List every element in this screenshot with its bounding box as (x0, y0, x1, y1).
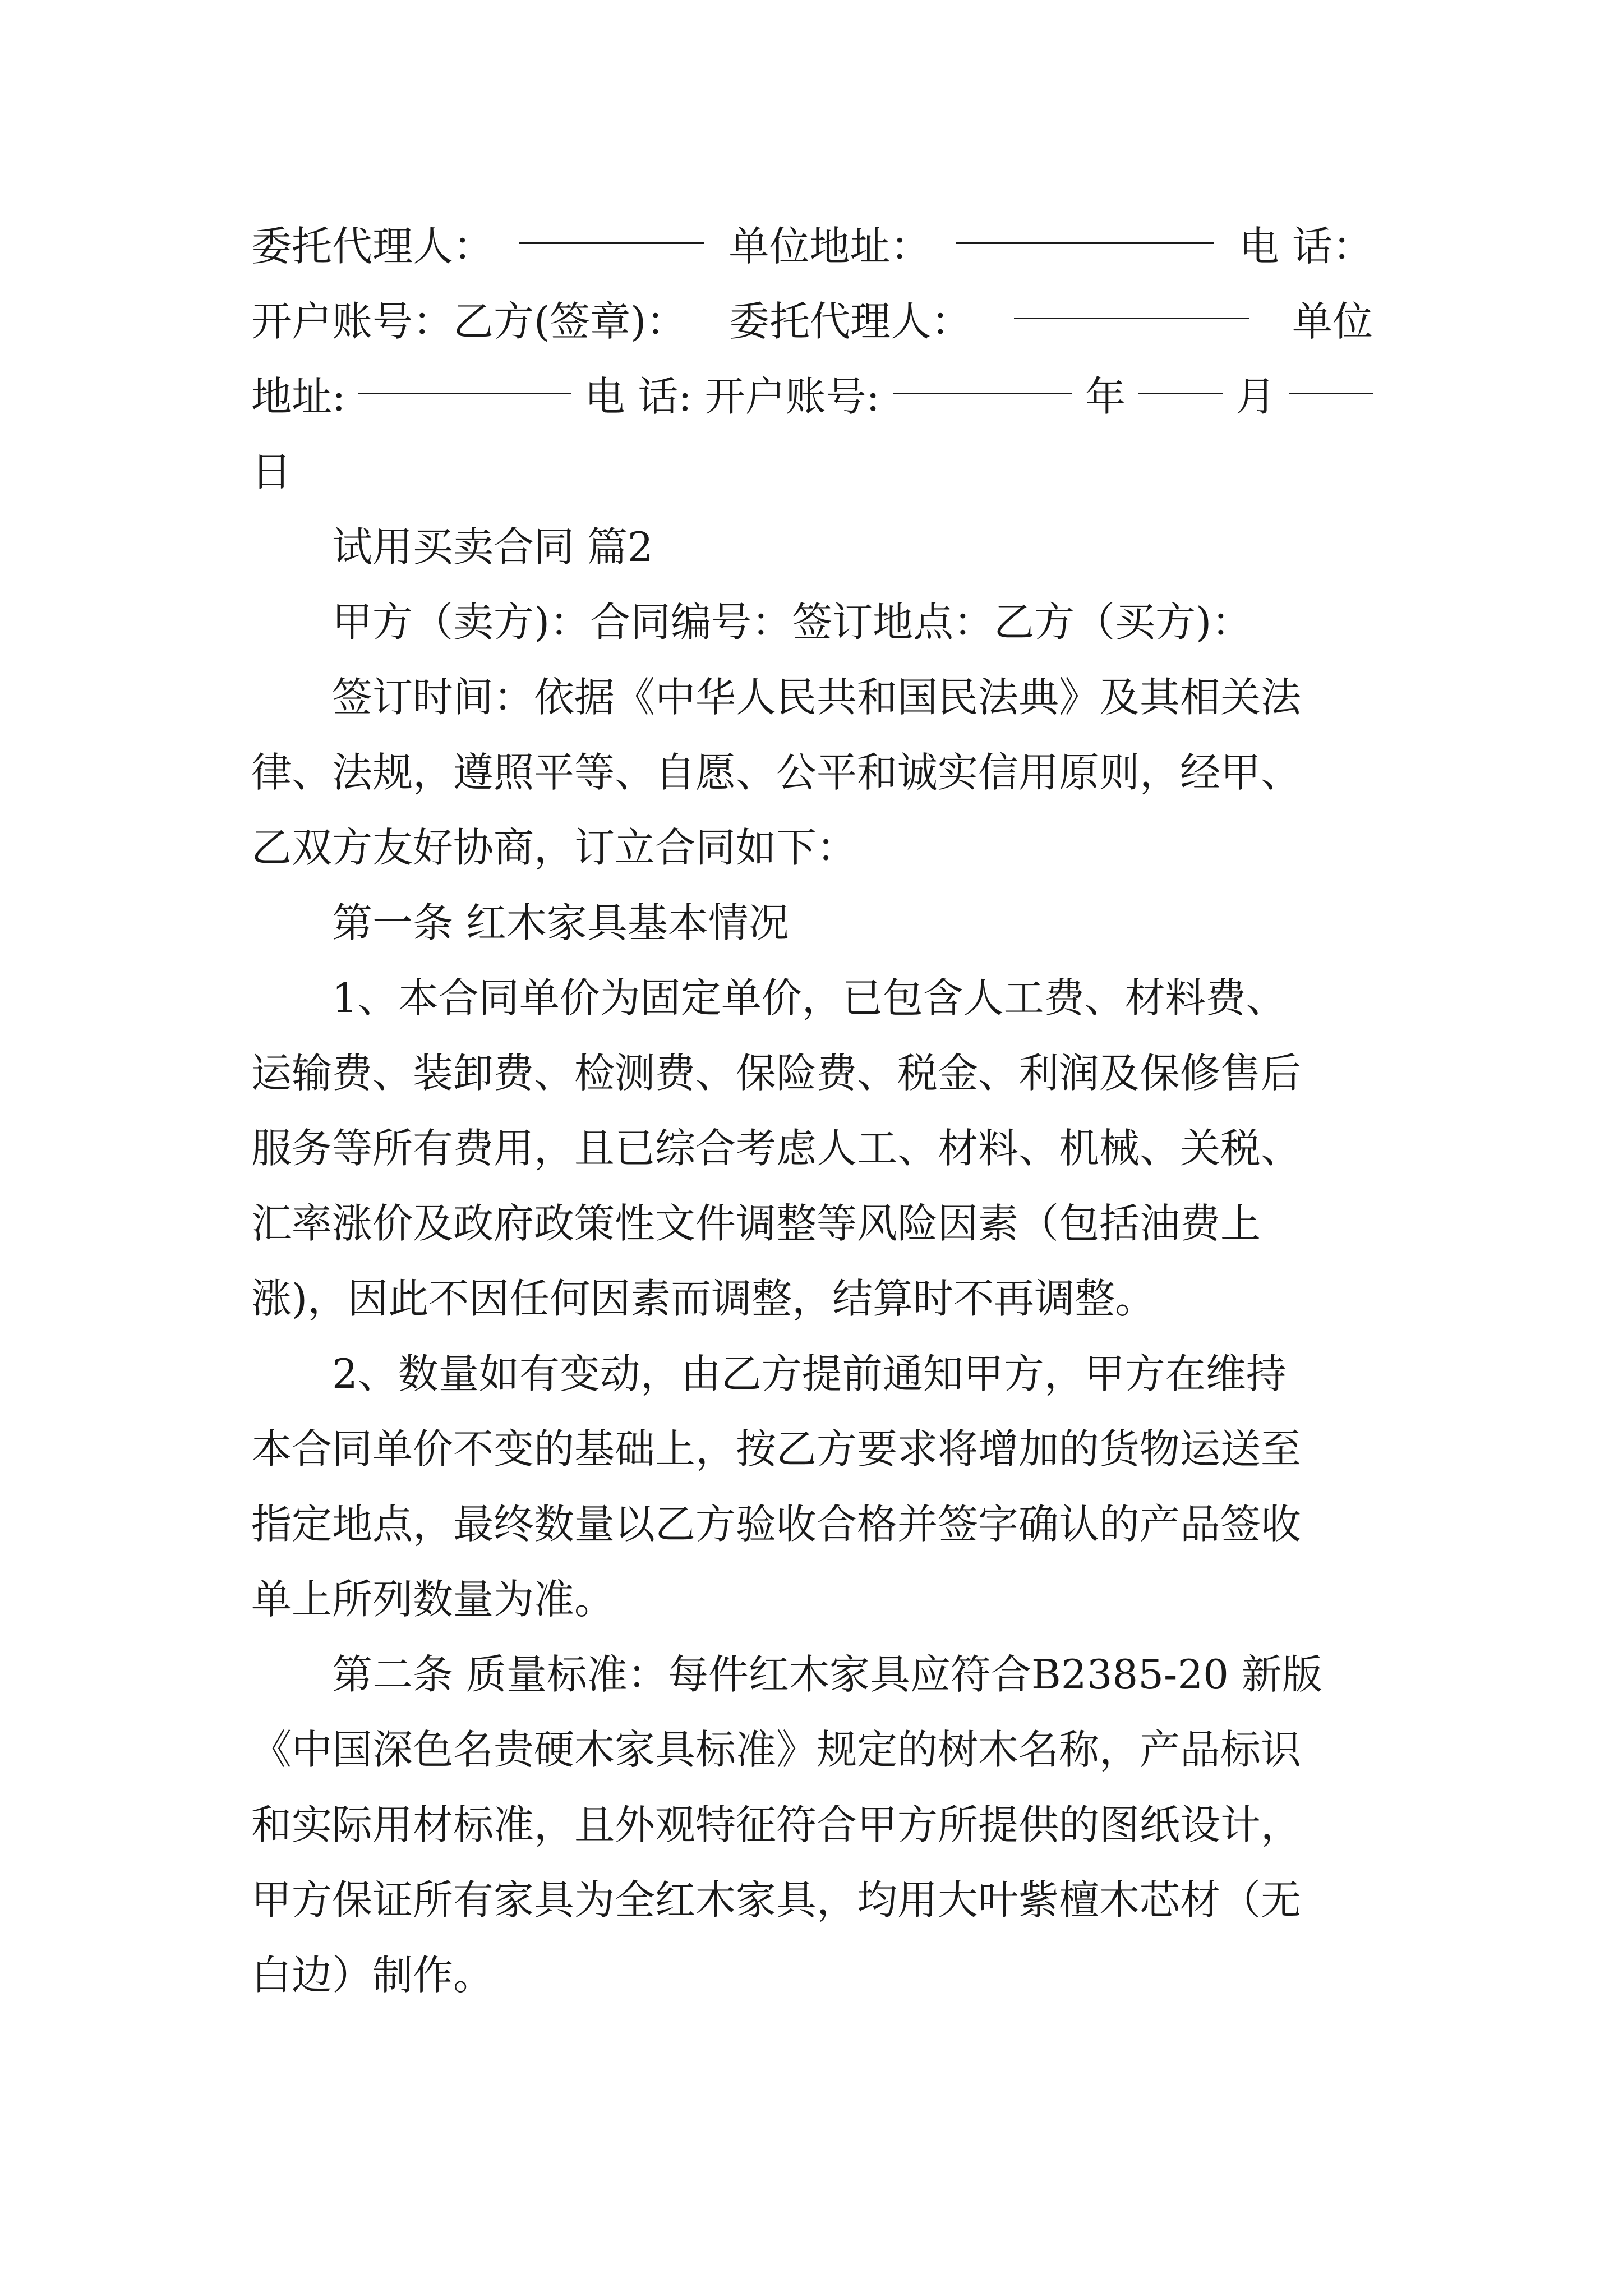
agent-blank (519, 209, 704, 244)
paragraph-line: 指定地点，最终数量以乙方验收合格并签字确认的产品签收 (251, 1501, 1302, 1548)
paragraph-line: 2、数量如有变动，由乙方提前通知甲方，甲方在维持 (332, 1350, 1287, 1397)
signature-line-1 (251, 209, 1373, 284)
address-blank (956, 209, 1214, 244)
account-label-b: 开户账号: (704, 373, 880, 420)
agent-label-b: 委托代理人： (729, 298, 972, 345)
paragraph-line: 本合同单价不变的基础上，按乙方要求将增加的货物运送至 (251, 1425, 1302, 1473)
paragraph-line: 《中国深色名贵硬木家具标准》规定的树木名称，产品标识 (251, 1726, 1302, 1773)
account-seal-label: 开户账号：乙方(签章)： (251, 298, 687, 345)
article-heading: 第二条 质量标准：每件红木家具应符合B2385-20 新版 (332, 1651, 1322, 1698)
parties-line: 甲方（卖方)：合同编号：签订地点：乙方（买方)： (332, 599, 1252, 646)
address-label: 单位地址： (728, 223, 931, 270)
agent-label: 委托代理人： (251, 223, 494, 270)
day-blank (1289, 359, 1373, 394)
paragraph-line: 单上所列数量为准。 (251, 1576, 615, 1623)
phone-label: 电 话： (1239, 223, 1373, 270)
paragraph-line: 1、本合同单价为固定单价，已包含人工费、材料费、 (332, 974, 1287, 1022)
paragraph-line: 涨)，因此不因任何因素而调整，结算时不再调整。 (251, 1275, 1156, 1322)
unit-label-b: 单位 (1292, 298, 1373, 345)
paragraph-line: 乙双方友好协商，订立合同如下： (251, 824, 857, 871)
signature-line-3 (251, 359, 1373, 434)
paragraph-line: 运输费、装卸费、检测费、保险费、税金、利润及保修售后 (251, 1050, 1302, 1097)
paragraph-line: 汇率涨价及政府政策性文件调整等风险因素（包括油费上 (251, 1200, 1261, 1247)
account-blank-b (893, 359, 1072, 394)
year-label: 年 (1085, 373, 1126, 420)
address-label-b: 地址: (251, 373, 346, 420)
month-blank (1138, 359, 1223, 394)
paragraph-line: 和实际用材标准，且外观特征符合甲方所提供的图纸设计， (251, 1801, 1302, 1848)
address-blank-b (358, 359, 571, 394)
phone-label-b: 电 话: (584, 373, 692, 420)
paragraph-line: 律、法规，遵照平等、自愿、公平和诚实信用原则，经甲、 (251, 749, 1302, 796)
document-page (251, 209, 1373, 2013)
paragraph-line: 服务等所有费用，且已综合考虑人工、材料、机械、关税、 (251, 1125, 1302, 1172)
signature-line-2 (251, 284, 1373, 359)
day-label: 日 (251, 448, 292, 495)
paragraph-line: 白边）制作。 (251, 1952, 494, 1999)
article-heading: 第一条 红木家具基本情况 (332, 899, 789, 946)
paragraph-line: 甲方保证所有家具为全红木家具，均用大叶紫檀木芯材（无 (251, 1876, 1302, 1924)
month-label: 月 (1235, 373, 1276, 420)
section-title: 试用买卖合同 篇2 (332, 523, 653, 570)
agent-blank-b (1014, 284, 1249, 319)
paragraph-line: 签订时间：依据《中华人民共和国民法典》及其相关法 (332, 674, 1302, 721)
